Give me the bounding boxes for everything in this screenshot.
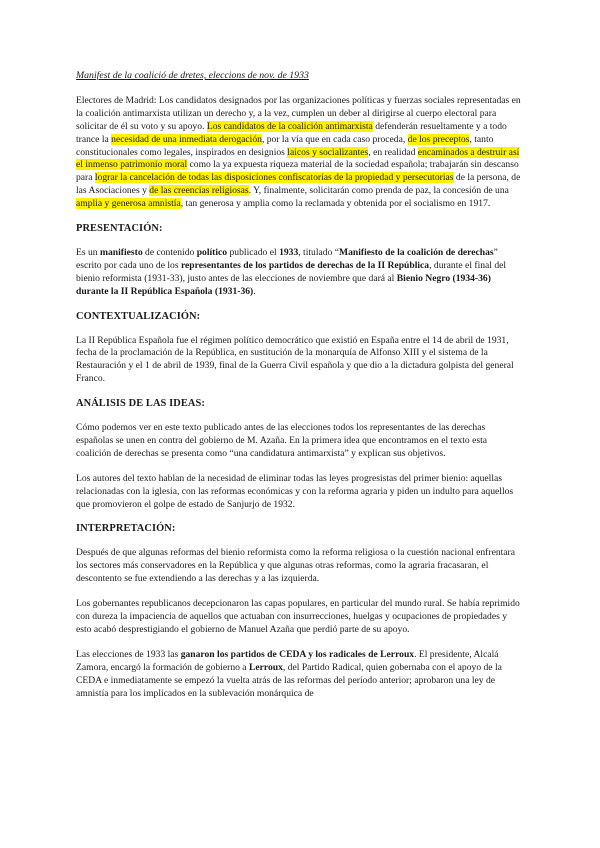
section-paragraph (76, 247, 524, 299)
text-run: . (253, 285, 256, 297)
text-run: , tanto constitucionales como legales, inspirados en designios (76, 133, 494, 158)
text-run: , por la vía que en cada caso proceda, (261, 133, 408, 145)
text-run: , tan generosa y amplia como la reclamada y obtenida por el socialismo en 1917. (180, 198, 491, 210)
text-run: . El presidente, Alcalá Zamora, encargó la formación de gobierno a (76, 648, 499, 673)
text-run: , del Partido Radical, quien gobernaba con el apoyo de la CEDA e inmediatamente se empezó la vuelta atrás de las reformas del período anterior; aprobaron una ley de amnistía para los implicados en la sublevación monárquica de (76, 661, 502, 699)
text-run: , titulado “ (298, 246, 340, 258)
text-run: . Y, finalmente, solicitarán como prenda de paz, la concesión de una (248, 185, 509, 197)
text-run: , en realidad (368, 146, 418, 158)
highlighted-text: Los candidatos de la coalición antimarxista (206, 120, 373, 132)
text-run: de la persona, de las Asociaciones y (76, 172, 521, 197)
section-heading: ANÁLISIS DE LAS IDEAS: (76, 398, 205, 410)
section-paragraph (76, 649, 524, 701)
bold-text: político (196, 246, 228, 258)
bold-text: representantes de los partidos de derechas de la II República (180, 259, 430, 271)
bold-text: 1933 (279, 246, 299, 258)
section-paragraph (76, 473, 524, 512)
highlighted-text: necesidad de una inmediata derogación (111, 133, 262, 145)
highlighted-text: laicos y socializantes (287, 146, 369, 158)
text-run: ” escrito por cada uno de los (76, 246, 498, 271)
highlighted-text: de los preceptos (407, 133, 470, 145)
text-run: Después de que algunas reformas del bienio reformista como la reforma religiosa o la cuestión nacional enfrentara los sectores más conservadores en la República y que algunas otras reformas, como la agraria fracasaran, el descontento se fue extendiendo a las derechas y a las izquierda. (76, 547, 516, 585)
text-run: Es un (76, 246, 100, 258)
section-heading: PRESENTACIÓN: (76, 223, 163, 235)
section-paragraph (76, 598, 524, 637)
text-run: Los gobernantes republicanos decepcionaron las capas populares, en particular del mundo rural. Se había reprimido con dureza la impaciencia de aquellos que actuaban con insurrecciones, huelgas y ocupaciones de propiedades y esto acabó desprestigiando el gobierno de Manuel Azaña que perdió parte de su apoyo. (76, 598, 520, 635)
section-paragraph (76, 422, 524, 461)
text-run: La II República Española fue el régimen político democrático que existió en España entre el 14 de abril de 1931, fecha de la proclamación de la República, en sustitución de la monarquía de Alfonso XIII y el sistema de la Restauración y el 1 de abril de 1939, final de la Guerra Civil española y que dio a la dictadura golpista del general Franco. (76, 334, 514, 385)
section-paragraph (76, 547, 524, 586)
section-paragraph (76, 335, 524, 387)
document-sections (76, 223, 524, 700)
text-run: Cómo podemos ver en este texto publicado antes de las elecciones todos los representantes de las derechas españolas se unen en contra del gobierno de M. Azaña. En la primera idea que encontramos en el texto esta coalición de derechas se presenta como “una candidatura antimarxista” y explican sus objetivos. (76, 422, 488, 459)
highlighted-text: encaminados a destruir así el inmenso patrimonio moral (76, 146, 520, 171)
bold-text: manifiesto (99, 246, 143, 258)
highlighted-text: de las creencias religiosas (149, 185, 249, 197)
text-run: Electores de Madrid: Los candidatos designados por las organizaciones políticas y fuerzas sociales representadas en la coalición antimarxista utilizan un derecho y, a la vez, cumplen un deber al dirigirse al cuerpo electoral para solicitar de él su voto y su apoyo. (76, 94, 521, 132)
section-heading: INTERPRETACIÓN: (76, 523, 176, 535)
document-title: Manifest de la coalició de dretes, eleccions de nov. de 1933 (76, 70, 309, 81)
bold-text: Manifiesto de la coalición de derechas (339, 246, 494, 258)
bold-text: ganaron los partidos de CEDA y los radicales de Lerroux (180, 648, 415, 660)
bold-text: Lerroux (248, 661, 283, 673)
highlighted-text: lograr la cancelación de todas las disposiciones confiscatorias de la propiedad y persecutorias (94, 172, 454, 184)
highlighted-text: amplia y generosa amnistía (76, 198, 181, 210)
text-run: de contenido (142, 246, 197, 258)
text-run: como la ya expuesta riqueza material de la sociedad española; trabajarán sin descanso para (76, 159, 519, 184)
intro-paragraph (76, 95, 524, 211)
text-run: , durante el final del bienio reformista (1931-33), justo antes de las elecciones de noviembre que dará al (76, 259, 507, 284)
text-run: Los autores del texto hablan de la necesidad de eliminar todas las leyes progresistas del primer bienio: aquellas relacionadas con la iglesia, con las reformas económicas y con la reforma agraria y piden un indulto para aquellos que promovieron el golpe de estado de Sanjurjo de 1932. (76, 472, 514, 510)
section-heading: CONTEXTUALIZACIÓN: (76, 310, 201, 322)
bold-text: Bienio Negro (1934-36) durante la II República Española (1931-36) (76, 272, 491, 297)
text-run: publicado el (227, 246, 280, 258)
text-run: Las elecciones de 1933 las (76, 648, 181, 660)
text-run: defenderán resueltamente y a todo trance la (76, 120, 507, 145)
